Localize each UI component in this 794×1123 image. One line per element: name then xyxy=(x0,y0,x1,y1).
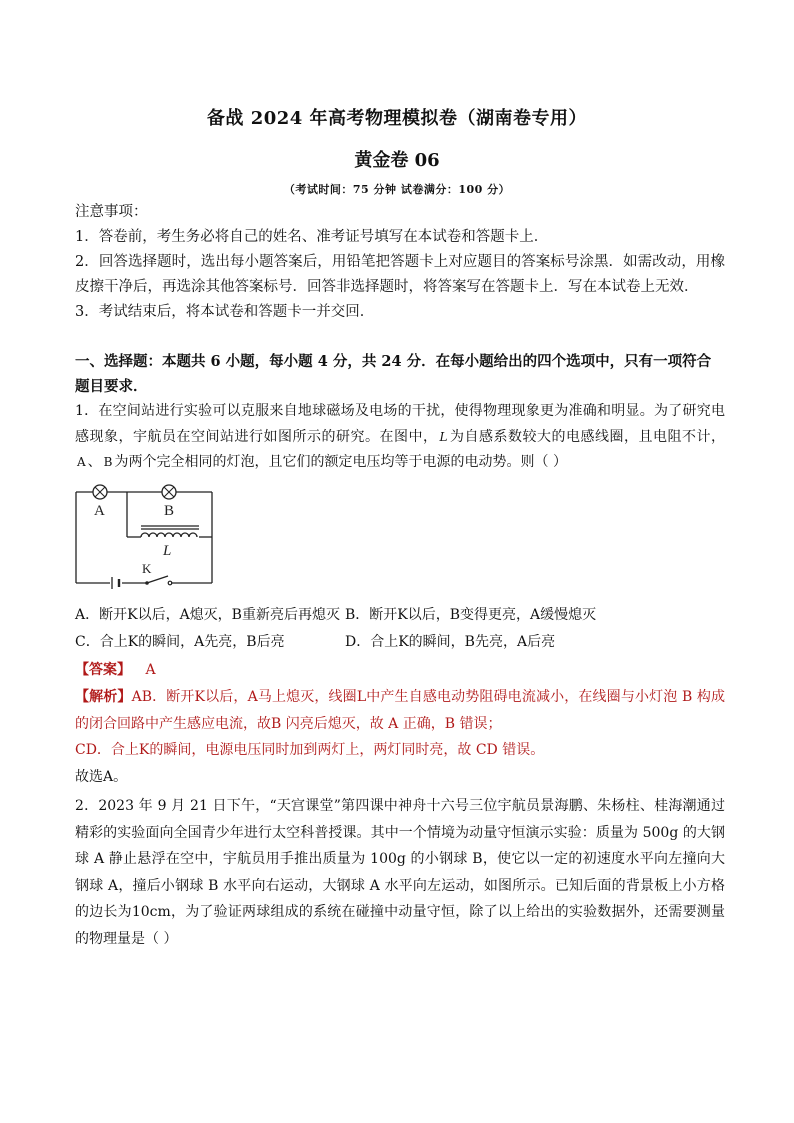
exam-info: （考试时间：75 分钟 试卷满分：100 分） xyxy=(283,183,511,196)
note-item: 1．答卷前，考生务必将自己的姓名、准考证号填写在本试卷和答题卡上． xyxy=(75,229,549,245)
notes-block xyxy=(75,200,725,325)
analysis-line: AB．断开K以后，A马上熄灭，线圈L中产生自感电动势阻碍电流减小，在线圈与小灯泡 B 构成的闭合回路中产生感应电流，故B 闪亮后熄灭，故 A 正确，B 错误； xyxy=(75,689,726,732)
q1-separator: 、 xyxy=(87,454,102,470)
page-title: 备战 2024 年高考物理模拟卷（湖南卷专用） xyxy=(206,108,588,129)
analysis-tag: 【解析】 xyxy=(75,689,132,705)
question-2-stem: 2．2023 年 9 月 21 日下午，“天宫课堂”第四课中神舟十六号三位宇航员景海鹏、朱杨柱、桂海潮通过精彩的实验面向全国青少年进行太空科普授课。其中一个情境为动量守恒演示实验：质量为 500g 的大钢球 A 静止悬浮在空中，宇航员用手推出质量为 100g 的小钢球 B，使它以一定的初速度水平向左撞向大钢球 A，撞后小钢球 B 水平向右运动，大钢球 A 水平向左运动，如图所示。已知后面的背景板上小方格的边长为10cm，为了验证两球组成的系统在碰撞中动量守恒，除了以上给出的实验数据外，还需要测量的物理量是（ ） xyxy=(75,798,725,947)
option-a: A．断开K以后，A熄灭，B重新亮后再熄灭 xyxy=(75,607,340,623)
options-row xyxy=(75,629,725,656)
q1-text-part2: 为自感系数较大的电感线圈，且电阻不计， xyxy=(449,428,726,445)
analysis-block xyxy=(75,684,725,790)
answer-tag: 【答案】 xyxy=(75,662,131,678)
symbol-L: L xyxy=(439,429,448,444)
note-item: 3．考试结束后，将本试卷和答题卡一并交回． xyxy=(75,304,375,320)
answer-row xyxy=(75,659,156,679)
label-k: K xyxy=(142,561,152,576)
section-heading: 一、选择题：本题共 6 小题，每小题 4 分，共 24 分．在每小题给出的四个选项中，只有一项符合题目要求． xyxy=(75,353,712,395)
lamp-b-icon xyxy=(162,485,176,499)
note-item: 2．回答选择题时，选出每小题答案后，用铅笔把答题卡上对应题目的答案标号涂黑．如需改动，用橡皮擦干净后，再选涂其他答案标号．回答非选择题时，将答案写在答题卡上．写在本试卷上无效． xyxy=(75,254,725,295)
q1-text-part1: 1．在空间站进行实验可以克服来自地球磁场及电场的干扰，使得物理现象更为准确和明显。为了研究电感现象，宇航员在空间站进行如图所示的研究。在图中， xyxy=(75,403,725,445)
page-subtitle: 黄金卷 06 xyxy=(354,150,440,171)
notes-heading: 注意事项： xyxy=(75,204,148,220)
options-row xyxy=(75,602,725,629)
label-b: B xyxy=(164,503,175,519)
analysis-line: CD．合上K的瞬间，电源电压同时加到两灯上，两灯同时亮，故 CD 错误。 xyxy=(75,742,545,758)
option-c: C．合上K的瞬间，A先亮，B后亮 xyxy=(75,634,285,650)
label-a: A xyxy=(94,503,105,519)
question-1-stem xyxy=(75,399,725,476)
inductor-coil-icon xyxy=(141,526,199,537)
option-b: B．断开K以后，B变得更亮，A缓慢熄灭 xyxy=(345,607,597,623)
symbol-A: A xyxy=(77,455,86,469)
analysis-conclusion: 故选A。 xyxy=(75,768,128,785)
label-l: L xyxy=(163,543,172,559)
question-1-options xyxy=(75,602,725,656)
symbol-B: B xyxy=(103,455,113,469)
switch-contact xyxy=(168,581,172,585)
q1-text-part3: 为两个完全相同的灯泡，且它们的额定电压均等于电源的电动势。则（ ） xyxy=(114,454,567,470)
answer-value: A xyxy=(145,662,156,678)
circuit-diagram xyxy=(72,478,222,590)
option-d: D．合上K的瞬间，B先亮，A后亮 xyxy=(345,634,556,650)
lamp-a-icon xyxy=(93,485,107,499)
switch-contact xyxy=(145,581,149,585)
